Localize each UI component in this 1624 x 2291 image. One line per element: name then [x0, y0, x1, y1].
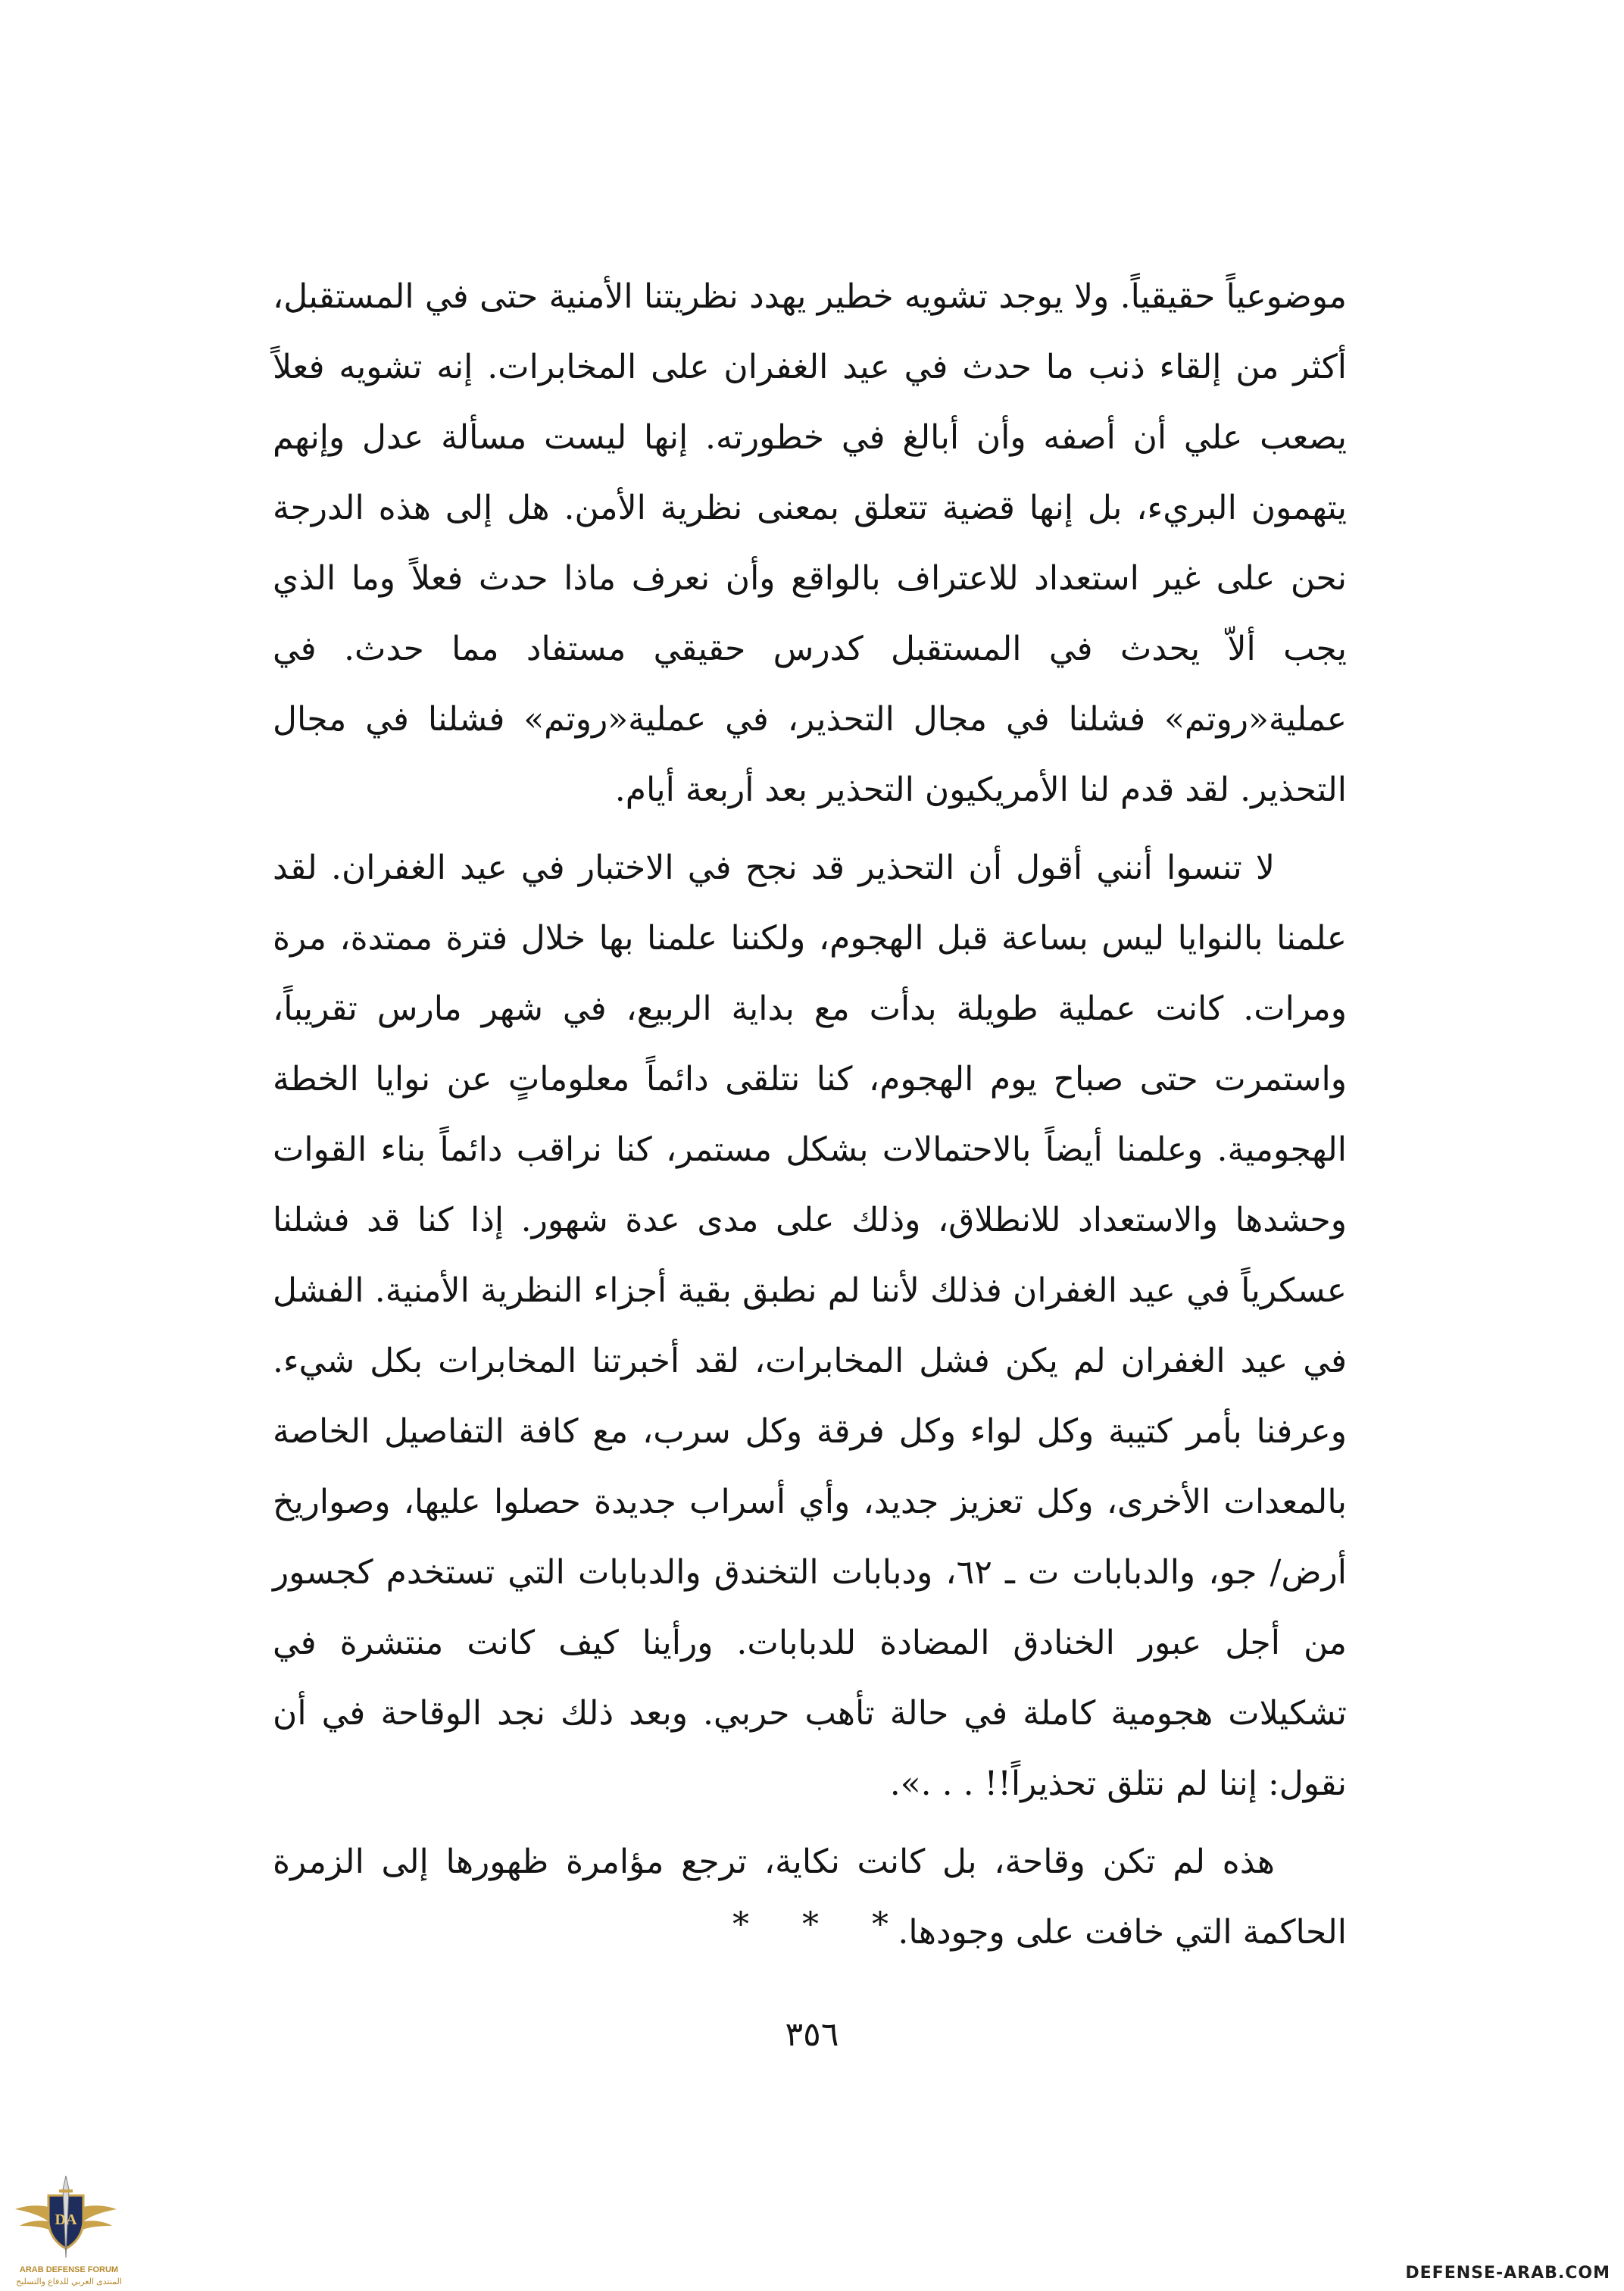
- logo-caption-english: ARAB DEFENSE FORUM: [19, 2265, 119, 2274]
- paragraph-3: هذه لم تكن وقاحة، بل كانت نكاية، ترجع مؤامرة ظهورها إلى الزمرة الحاكمة التي خافت على وجودها.: [273, 1842, 1347, 1952]
- page-number: ٣٥٦: [785, 2015, 839, 2054]
- logo-caption-arabic: المنتدى العربي للدفاع والتسليح: [16, 2277, 122, 2286]
- logo-initials: DA: [55, 2211, 77, 2228]
- paragraph-1: موضوعياً حقيقياً. ولا يوجد تشويه خطير يهدد نظريتنا الأمنية حتى في المستقبل، أكثر من إلقاء ذنب ما حدث في عيد الغفران على المخابرات. إنه تشويه فعلاً يصعب علي أن أصفه وأن أبالغ في خطورته. إنها ليست مسألة عدل وإنهم يتهمون البريء، بل إنها قضية تتعلق بمعنى نظرية الأمن. هل إلى هذه الدرجة نحن على غير استعداد للاعتراف بالواقع وأن نعرف ماذا حدث فعلاً وما الذي يجب ألاّ يحدث في المستقبل كدرس حقيقي مستفاد مما حدث. في عملية«روتم» فشلنا في مجال التحذير، في عملية«روتم» فشلنا في مجال التحذير. لقد قدم لنا الأمريكيون التحذير بعد أربعة أيام.: [273, 277, 1347, 809]
- section-separator: * * *: [732, 1905, 892, 1944]
- watermark-site-url: DEFENSE-ARAB.COM: [1405, 2264, 1610, 2283]
- page-body: [273, 261, 1347, 1968]
- paragraph-2: لا تنسوا أنني أقول أن التحذير قد نجح في الاختبار في عيد الغفران. لقد علمنا بالنوايا ليس بساعة قبل الهجوم، ولكننا علمنا بها خلال فترة ممتدة، مرة ومرات. كانت عملية طويلة بدأت مع بداية الربيع، في شهر مارس تقريباً، واستمرت حتى صباح يوم الهجوم، كنا نتلقى دائماً معلوماتٍ عن نوايا الخطة الهجومية. وعلمنا أيضاً بالاحتمالات بشكل مستمر، كنا نراقب دائماً بناء القوات وحشدها والاستعداد للانطلاق، وذلك على مدى عدة شهور. إذا كنا قد فشلنا عسكرياً في عيد الغفران فذلك لأننا لم نطبق بقية أجزاء النظرية الأمنية. الفشل في عيد الغفران لم يكن فشل المخابرات، لقد أخبرتنا المخابرات بكل شيء. وعرفنا بأمر كتيبة وكل لواء وكل فرقة وكل سرب، مع كافة التفاصيل الخاصة بالمعدات الأخرى، وكل تعزيز جديد، وأي أسراب جديدة حصلوا عليها، وصواريخ أرض/ جو، والدبابات ت ـ ٦٢، ودبابات التخندق والدبابات التي تستخدم كجسور من أجل عبور الخنادق المضادة للدبابات. ورأينا كيف كانت منتشرة في تشكيلات هجومية كاملة في حالة تأهب حربي. وبعد ذلك نجد الوقاحة في أن نقول: إننا لم نتلق تحذيراً!! . . .».: [273, 849, 1348, 1803]
